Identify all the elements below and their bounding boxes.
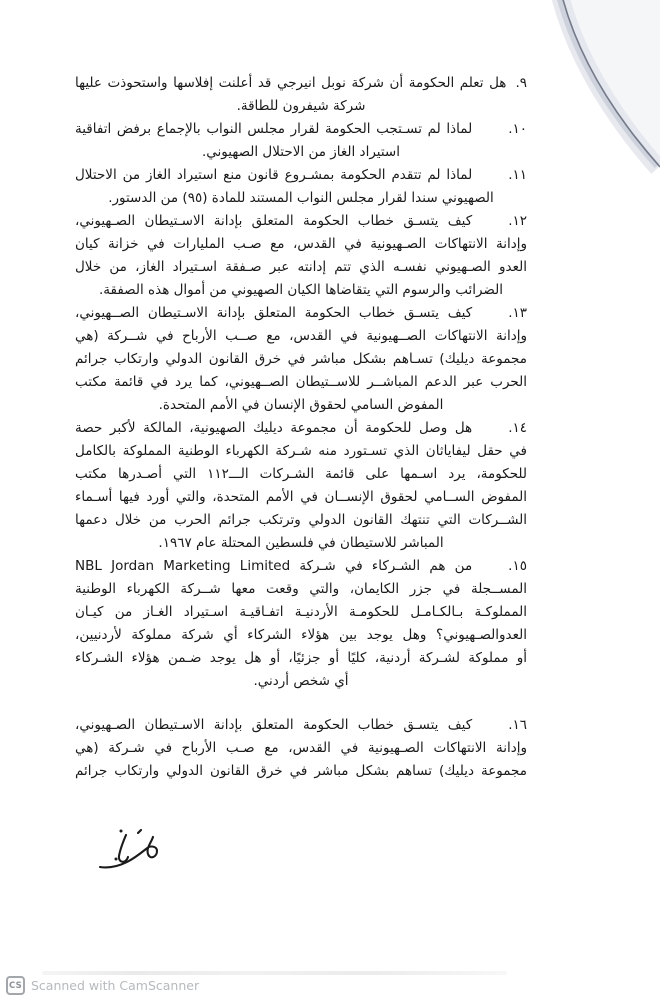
item-number: ١٥. [508, 558, 527, 574]
item-text: هل وصل للحكومة أن مجموعة ديليك الصهيونية، المالكة لأكبر حصة [75, 420, 473, 436]
item-line: وإدانة الانتهاكات الصـهيونية في القدس، مع صـب المليارات في خزانة كيان [75, 236, 527, 252]
item-line [75, 210, 527, 233]
item-line: للحكومة، يرد اسـمها على قائمة الشـركات الـــ١١٢ التي أصـدرها مكتب [75, 466, 528, 482]
item-line: المباشر للاستيطان في فلسطين المحتلة عام ١٩٦٧. [158, 535, 444, 551]
item-line: استيراد الغاز من الاحتلال الصهيوني. [202, 144, 400, 160]
indent-gap [472, 431, 508, 432]
indent-gap [472, 316, 508, 317]
item-text: كيف يتسـق خطاب الحكومة المتعلق بإدانة الاسـتيطان الصــهيوني، [75, 305, 473, 321]
item-line: شركة شيفرون للطاقة. [236, 98, 366, 114]
item-text: لماذا لم تتقدم الحكومة بمشـروع قانون منع استيراد الغاز من الاحتلال [75, 167, 473, 183]
handwritten-signature [90, 828, 162, 880]
scan-artifact-streak [42, 971, 507, 975]
item-text: لماذا لم تسـتجب الحكومة لقرار مجلس النواب بالإجماع برفض اتفاقية [75, 121, 473, 137]
item-text: كيف يتسـق خطاب الحكومة المتعلق بإدانة الاسـتيطان الصـهيوني، [75, 213, 473, 229]
watermark-text: Scanned with CamScanner [31, 978, 200, 993]
indent-gap [472, 224, 508, 225]
item-line: المملوكـة بـالكـامـل للحكومـة الأردنيـة اتفـاقيـة اسـتيراد الغـاز من كيـان [75, 604, 527, 620]
question-list [75, 72, 527, 783]
question-item-13 [75, 302, 527, 417]
question-item-12 [75, 210, 527, 302]
item-number: ١٣. [508, 305, 527, 321]
item-line [75, 302, 527, 325]
item-line: وإدانة الانتهاكات الصــهيونية في القدس، مع صــب الأرباح في شــركة (هي [75, 328, 527, 344]
item-line: المفوض السامي لحقوق الإنسان في الأمم المتحدة. [158, 397, 444, 413]
item-line [75, 118, 527, 141]
item-line: المفوض الســامي لحقوق الإنســان في الأمم المتحدة، والتي أورد فيها أسـماء [75, 489, 527, 505]
question-item-10 [75, 118, 527, 164]
camscanner-icon: CS [6, 976, 25, 995]
item-line: العدوالصـهيوني؟ وهل يوجد بين هؤلاء الشركاء أي شركة مملوكة لأردنيين، [75, 627, 527, 643]
item-line: مجموعة ديليك) تسـاهم بشكل مباشر في خرق القانون الدولي وارتكاب جرائم [75, 351, 527, 367]
item-line [75, 164, 527, 187]
indent-gap [472, 728, 508, 729]
item-number: ٩. [515, 75, 527, 91]
item-line [75, 714, 527, 737]
item-line: أي شخص أردني. [253, 673, 349, 689]
item-line: وإدانة الانتهاكات الصـهيونية في القدس، مع صـب الأرباح في شـركة (هي [75, 740, 527, 756]
indent-gap [472, 178, 508, 179]
item-number: ١١. [508, 167, 527, 183]
item-line: المســجلة في جزر الكايمان، والتي وقعت معها شــركة الكهرباء الوطنية [75, 581, 527, 597]
item-text: من هم الشـركاء في شـركة NBL Jordan Marketing Limited [75, 558, 473, 574]
indent-gap [472, 132, 508, 133]
item-line [75, 417, 527, 440]
item-line: في حقل ليفاياثان الذي تسـتورد منه شـركة الكهرباء الوطنية المملوكة بالكامل [75, 443, 527, 459]
question-item-14 [75, 417, 527, 555]
item-line: أو مملوكة لشـركة أردنية، كليًا أو جزئيًا، أو هل يوجد ضـمن هؤلاء الشـركاء [75, 650, 527, 666]
item-number: ١٤. [508, 420, 527, 436]
item-text: هل تعلم الحكومة أن شركة نوبل انيرجي قد أعلنت إفلاسها واستحوذت عليها [75, 75, 507, 91]
item-line: الشــركات التي تنتهك القانون الدولي وترتكب جرائم الحرب من خلال دعمها [75, 512, 527, 528]
item-line: الحرب عبر الدعم المباشــر للاســتيطان الصــهيوني، كما يرد في قائمة مكتب [75, 374, 527, 390]
page-fold-corner [532, 0, 660, 175]
question-item-15 [75, 555, 527, 693]
item-line [75, 555, 527, 578]
item-number: ١٠. [508, 121, 527, 137]
item-number: ١٦. [508, 717, 527, 733]
camscanner-watermark [6, 976, 199, 995]
indent-gap [472, 569, 508, 570]
question-item-11 [75, 164, 527, 210]
item-line: مجموعة ديليك) تساهم بشكل مباشر في خرق القانون الدولي وارتكاب جرائم [75, 763, 527, 779]
item-line [75, 72, 527, 95]
question-item-9 [75, 72, 527, 118]
item-line: الضرائب والرسوم التي يتقاضاها الكيان الصهيوني من أموال هذه الصفقة. [99, 282, 503, 298]
item-text: كيف يتسـق خطاب الحكومة المتعلق بإدانة الاسـتيطان الصـهيوني، [75, 717, 473, 733]
item-line: الصهيوني سندا لقرار مجلس النواب المستند للمادة (٩٥) من الدستور. [108, 190, 494, 206]
question-item-16 [75, 714, 527, 783]
item-number: ١٢. [508, 213, 527, 229]
item-line: العدو الصـهيوني نفسـه الذي تتم إدانته عبر صـفقة اسـتيراد الغاز، من خلال [75, 259, 527, 275]
